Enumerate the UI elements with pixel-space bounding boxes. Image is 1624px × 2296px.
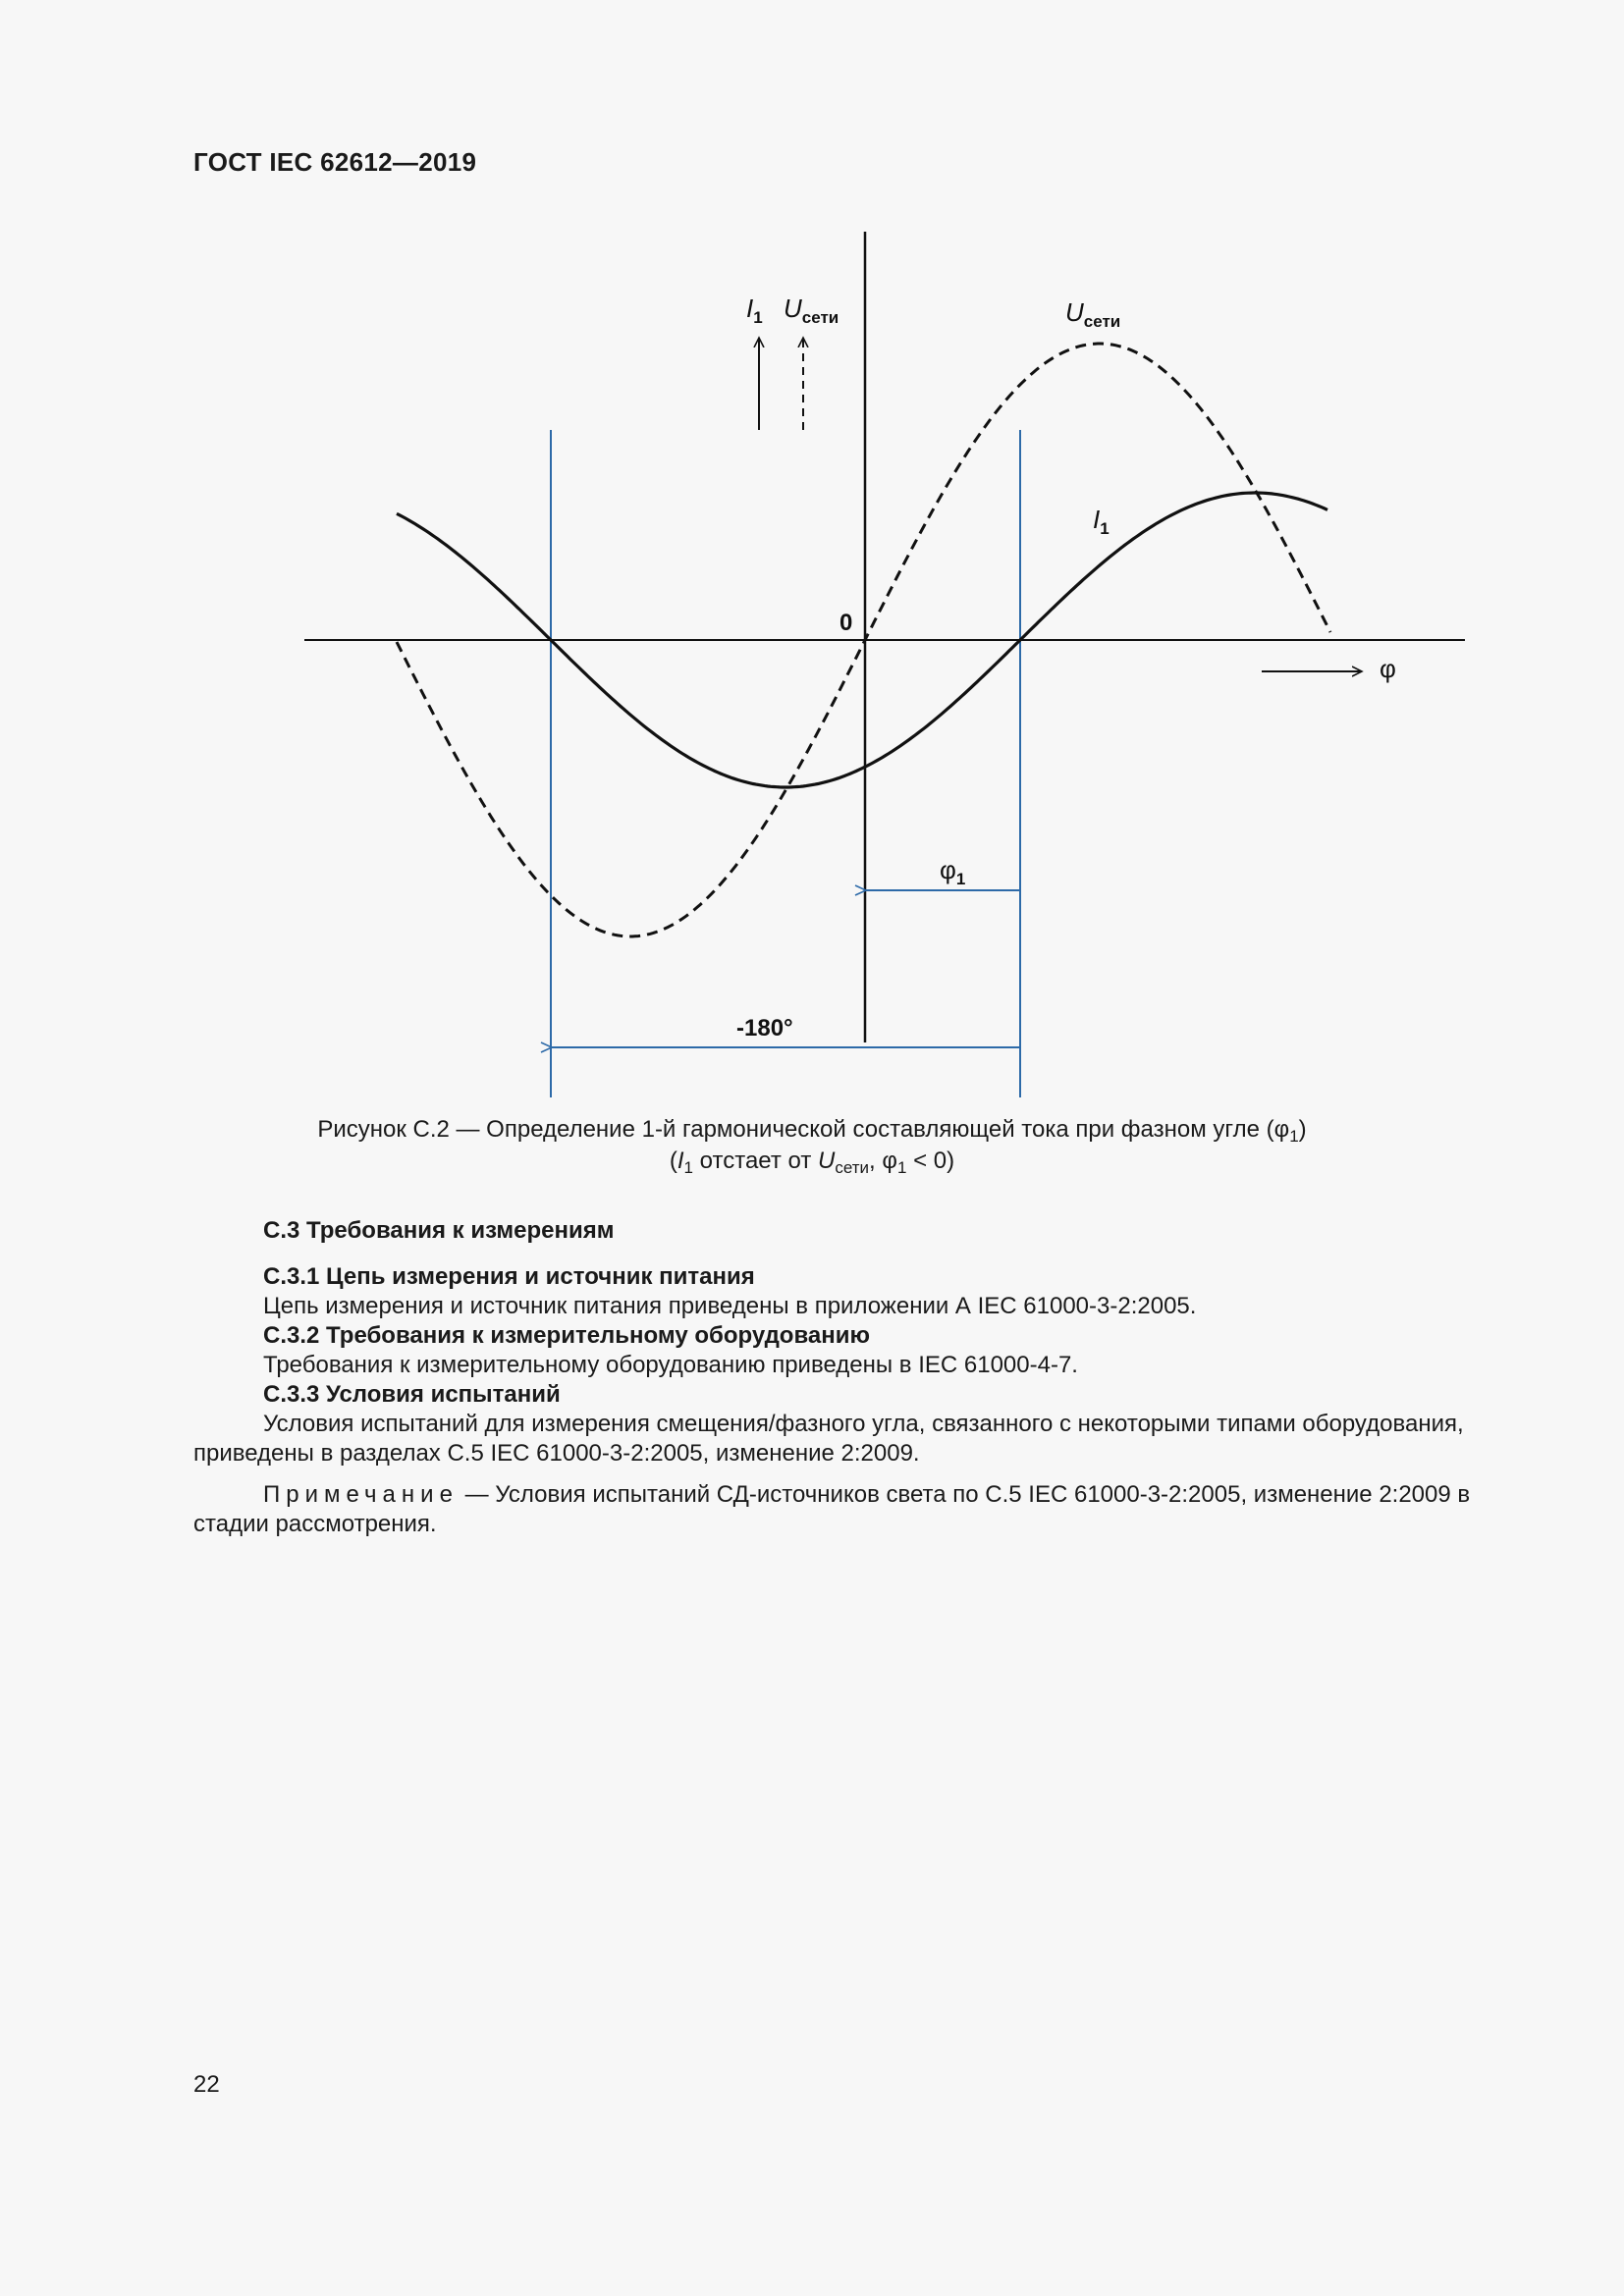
section-c3-title: С.3 Требования к измерениям (263, 1217, 615, 1244)
caption-line2-i-sub: 1 (683, 1158, 694, 1177)
document-header: ГОСТ IEC 62612—2019 (193, 147, 477, 177)
u-curve-sub: сети (1083, 312, 1121, 331)
note-text: — Условия испытаний СД-источников света по С.5 IEC 61000-3-2:2005, изменение 2:2009 в стадии рассмотрения. (193, 1481, 1471, 1537)
u-legend-label: U (784, 294, 802, 323)
caption-line1-text: Рисунок С.2 — Определение 1-й гармонической составляющей тока при фазном угле (φ (317, 1116, 1290, 1143)
note-label: Примечание (263, 1481, 459, 1508)
section-c32-text: Требования к измерительному оборудованию приведены в IEC 61000-4-7. (263, 1352, 1078, 1378)
origin-label: 0 (839, 610, 853, 636)
u-legend-sub: сети (801, 308, 839, 327)
phi-axis-label: φ (1380, 654, 1396, 683)
section-c33-text: Условия испытаний для измерения смещения/фазного угла, связанного с некоторыми типами оборудования, приведены в разделах С.5 IEC 61000-3-2:2005, изменение 2:2009. (193, 1411, 1464, 1467)
u-curve-label: U (1065, 297, 1084, 327)
caption-line2-mid: отстает от (693, 1148, 818, 1174)
svg-text:I1 (1093, 505, 1110, 538)
i1-curve-sub: 1 (1100, 519, 1110, 538)
phi1-sub: 1 (955, 870, 966, 888)
minus-180-label: -180° (736, 1015, 793, 1041)
i1-legend-label: I (746, 294, 754, 323)
caption-line2-i: I (677, 1148, 684, 1174)
figure-caption-line2 (0, 1147, 1624, 1176)
section-c32-title: С.3.2 Требования к измерительному оборудованию (263, 1322, 870, 1349)
svg-text:φ1 (940, 855, 965, 888)
caption-line2-phi-sub: 1 (896, 1158, 907, 1177)
caption-line2-phi: , φ (869, 1148, 897, 1174)
section-c31-text: Цепь измерения и источник питания приведены в приложении А IEC 61000-3-2:2005. (263, 1293, 1197, 1319)
caption-line1-end: ) (1298, 1116, 1307, 1143)
note-paragraph (193, 1480, 1509, 1539)
svg-text:I1 (746, 294, 763, 327)
phase-angle-figure (0, 0, 1624, 1109)
section-c33-title: С.3.3 Условия испытаний (263, 1381, 561, 1408)
caption-line1-sub: 1 (1289, 1127, 1299, 1146)
caption-line2-u-sub: сети (835, 1158, 870, 1177)
i1-legend-sub: 1 (753, 308, 763, 327)
i1-curve-label: I (1093, 505, 1101, 534)
figure-caption-line1 (0, 1115, 1624, 1145)
caption-line2-open: ( (669, 1148, 677, 1174)
page-number: 22 (193, 2071, 220, 2098)
phi1-label: φ (940, 855, 956, 884)
svg-text:Uсети (784, 294, 839, 327)
section-c31-title: С.3.1 Цепь измерения и источник питания (263, 1263, 755, 1290)
svg-text:Uсети (1065, 297, 1120, 331)
caption-line2-end: < 0) (906, 1148, 955, 1174)
caption-line2-u: U (818, 1148, 836, 1174)
